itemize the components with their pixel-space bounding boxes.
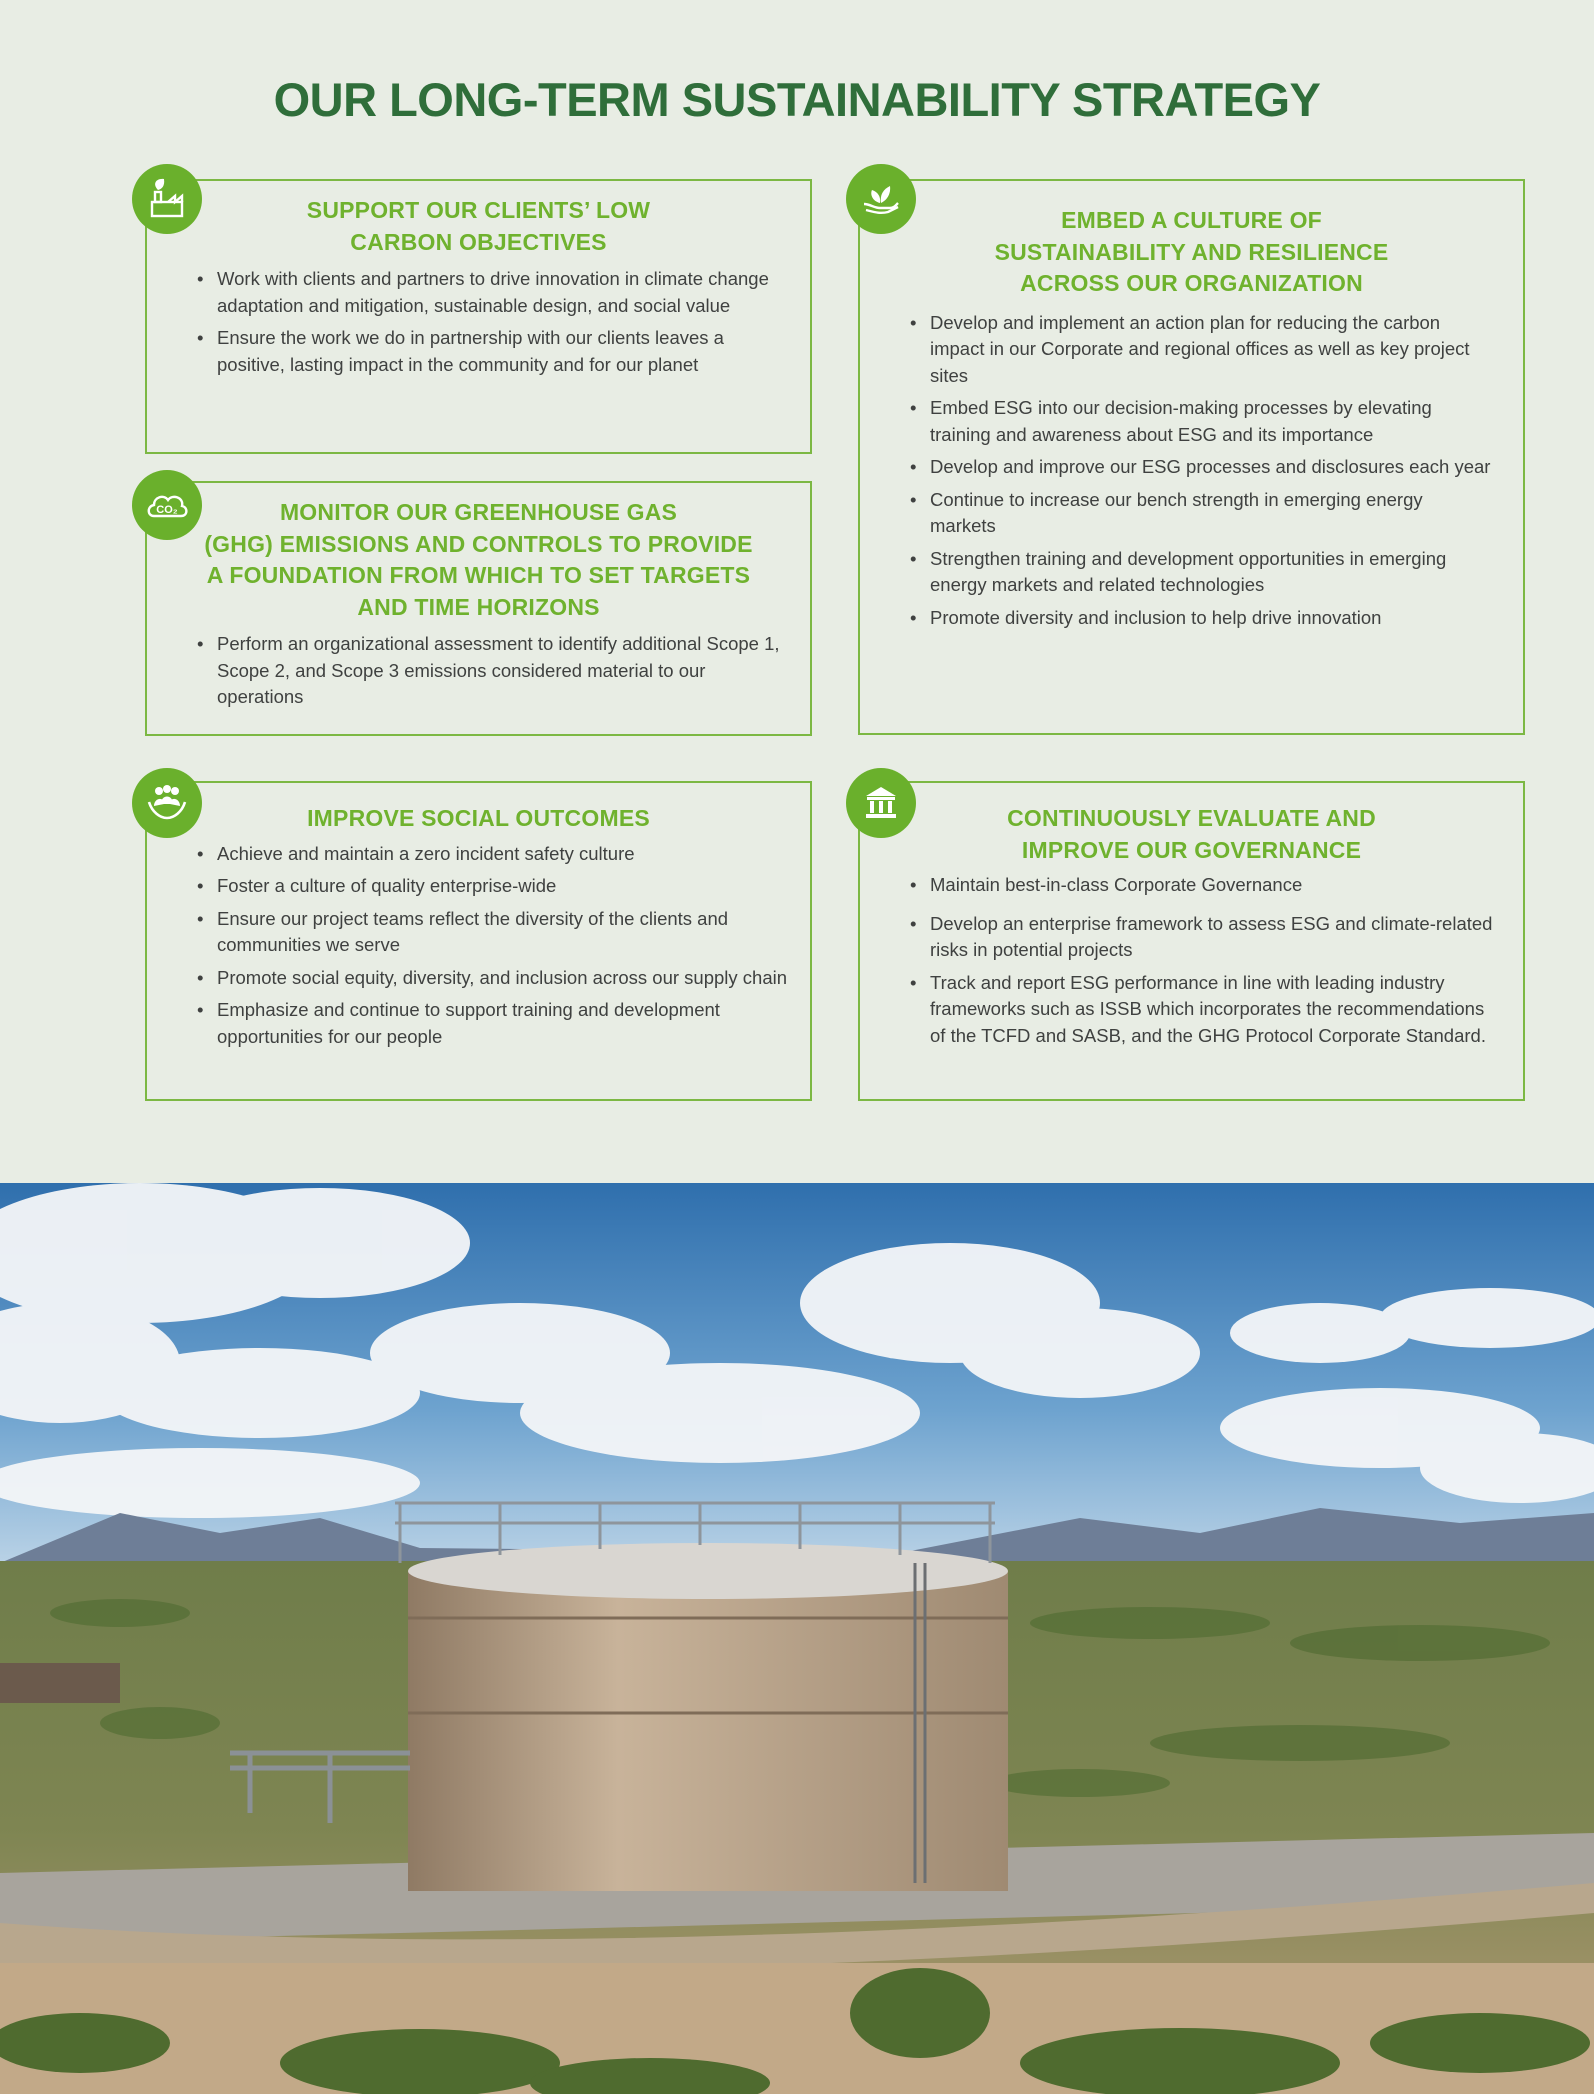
heading-line: ACROSS OUR ORGANIZATION xyxy=(1020,270,1363,296)
bullet-list xyxy=(910,310,1493,632)
photo-illustration xyxy=(0,1183,1594,2094)
bullet-list xyxy=(197,631,790,711)
heading-line: SUSTAINABILITY AND RESILIENCE xyxy=(994,238,1389,265)
bullet-item: • Ensure our project teams reflect the diversity of the clients and communities we serve xyxy=(197,906,790,959)
heading-line: IMPROVE SOCIAL OUTCOMES xyxy=(307,805,650,831)
section-card-governance xyxy=(858,781,1525,1101)
section-card-social xyxy=(145,781,812,1101)
heading-line: MONITOR OUR GREENHOUSE GAS xyxy=(279,499,678,525)
government-building-icon xyxy=(846,768,916,838)
heading-line: IMPROVE OUR GOVERNANCE xyxy=(1021,836,1362,863)
bullet-item: • Maintain best-in-class Corporate Governance xyxy=(910,872,1493,899)
bullet-item: • Continue to increase our bench strength in emerging energy markets xyxy=(910,487,1493,540)
bullet-list xyxy=(197,266,790,378)
people-hands-icon xyxy=(132,768,202,838)
section-heading xyxy=(147,195,810,258)
bullet-item: • Foster a culture of quality enterprise-wide xyxy=(197,873,790,900)
bullet-item: • Track and report ESG performance in line with leading industry frameworks such as ISSB which incorporates the recommendations of the TCFD and SASB, and the GHG Protocol Corporate Standard. xyxy=(910,970,1493,1050)
heading-line: A FOUNDATION FROM WHICH TO SET TARGETS xyxy=(206,562,751,588)
co2-label: CO₂ xyxy=(156,504,178,516)
heading-line: (GHG) EMISSIONS AND CONTROLS TO PROVIDE xyxy=(204,530,753,557)
heading-line: SUPPORT OUR CLIENTS’ LOW xyxy=(306,197,651,223)
storage-tank-landscape-photo xyxy=(0,1183,1594,2094)
bullet-item: • Perform an organizational assessment to identify additional Scope 1, Scope 2, and Scope 3 emissions considered material to our operations xyxy=(197,631,790,711)
factory-leaf-icon xyxy=(132,164,202,234)
bullet-item: • Embed ESG into our decision-making processes by elevating training and awareness about ESG and its importance xyxy=(910,395,1493,448)
bullet-item: • Develop and implement an action plan for reducing the carbon impact in our Corporate and regional offices as well as key project sites xyxy=(910,310,1493,390)
heading-line: EMBED A CULTURE OF xyxy=(1061,207,1322,233)
bullet-item: • Promote social equity, diversity, and inclusion across our supply chain xyxy=(197,965,790,992)
section-heading xyxy=(147,803,810,835)
hand-plant-icon xyxy=(846,164,916,234)
bullet-item: • Strengthen training and development opportunities in emerging energy markets and related technologies xyxy=(910,546,1493,599)
section-heading xyxy=(860,803,1523,866)
heading-line: AND TIME HORIZONS xyxy=(357,593,600,620)
section-card-culture xyxy=(858,179,1525,735)
heading-line: CONTINUOUSLY EVALUATE AND xyxy=(1007,805,1376,831)
bullet-item: • Develop and improve our ESG processes and disclosures each year xyxy=(910,454,1493,481)
bullet-list xyxy=(910,872,1493,1049)
bullet-item: • Develop an enterprise framework to assess ESG and climate-related risks in potential projects xyxy=(910,911,1493,964)
page-title: OUR LONG-TERM SUSTAINABILITY STRATEGY xyxy=(273,73,1321,126)
bullet-item: • Work with clients and partners to drive innovation in climate change adaptation and mitigation, sustainable design, and social value xyxy=(197,266,790,319)
heading-line: CARBON OBJECTIVES xyxy=(350,228,607,255)
section-card-ghg-monitoring xyxy=(145,481,812,736)
section-card-client-carbon xyxy=(145,179,812,454)
section-heading xyxy=(147,497,810,623)
bullet-item: • Ensure the work we do in partnership with our clients leaves a positive, lasting impact in the community and for our planet xyxy=(197,325,790,378)
bullet-item: • Promote diversity and inclusion to help drive innovation xyxy=(910,605,1493,632)
section-heading xyxy=(860,205,1523,300)
co2-cloud-icon xyxy=(132,470,202,540)
bullet-item: • Achieve and maintain a zero incident safety culture xyxy=(197,841,790,868)
bullet-item: • Emphasize and continue to support training and development opportunities for our people xyxy=(197,997,790,1050)
bullet-list xyxy=(197,841,790,1051)
